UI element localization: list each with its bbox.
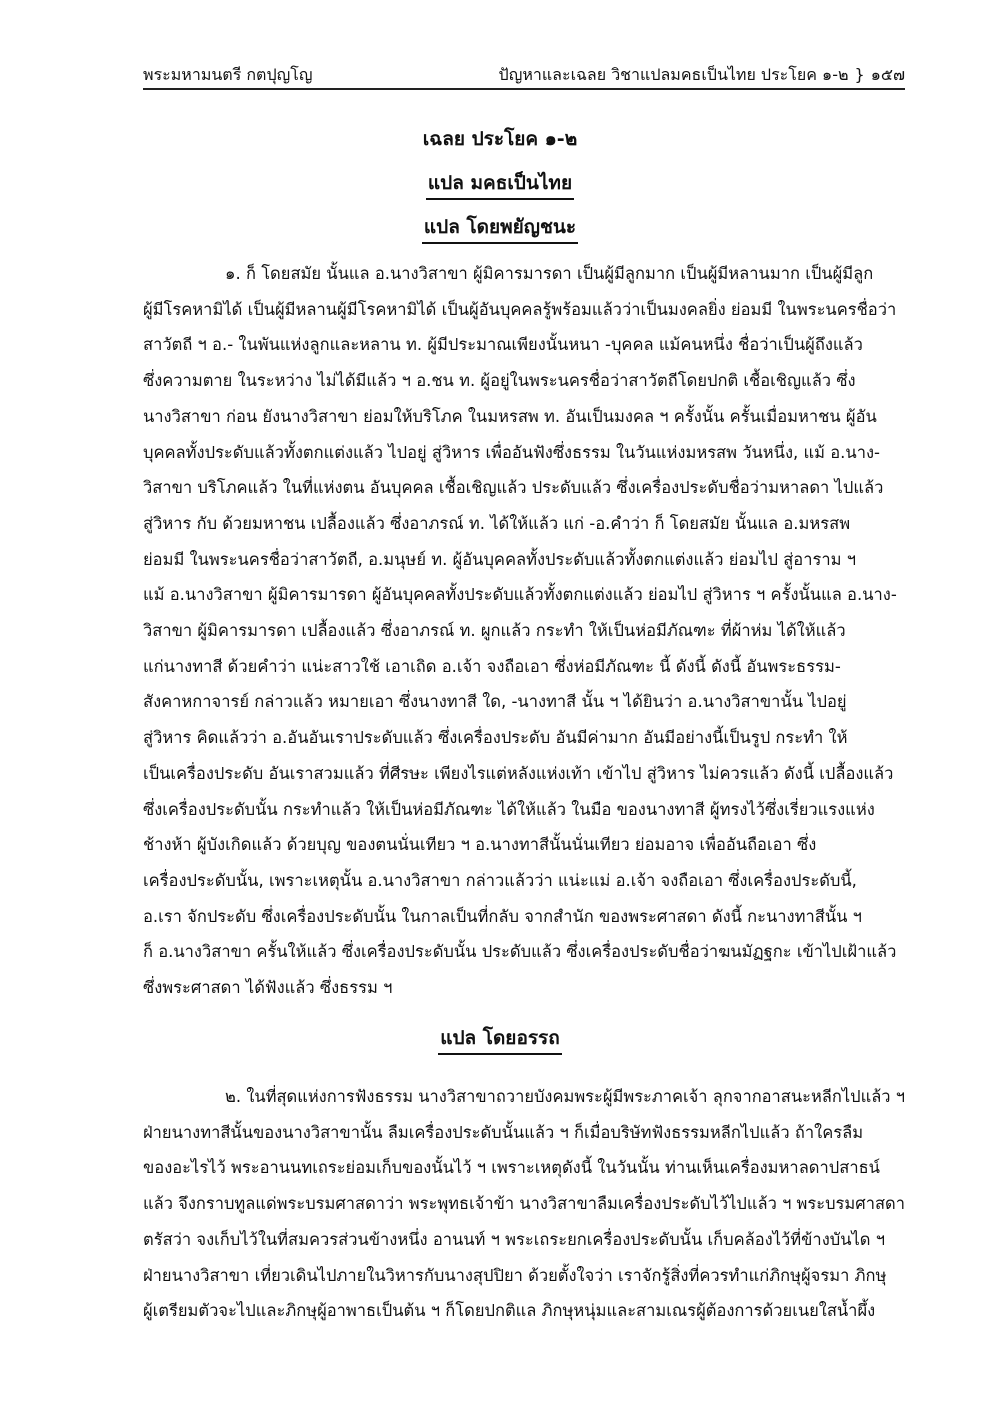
text-line: ซึ่งเครื่องประดับนั้น กระทำแล้ว ให้เป็นห่อมีภัณฑะ ได้ให้แล้ว ในมือ ของนางทาสี ผู้ทรงไว้ซึ่งเรี่ยวแรงแห่ง — [143, 799, 875, 819]
text-line: ซึ่งพระศาสดา ได้ฟังแล้ว ซึ่งธรรม ฯ — [143, 978, 393, 998]
text-line: ผู้มีโรคหามิได้ เป็นผู้มีหลานผู้มีโรคหามิได้ เป็นผู้อันบุคคลรู้พร้อมแล้วว่าเป็นมงคลยิ่ง ย่อมมี ในพระนครชื่อว่า — [143, 299, 897, 319]
text-line: ๑. ก็ โดยสมัย นั้นแล อ.นางวิสาขา ผู้มิคารมารดา เป็นผู้มีลูกมาก เป็นผู้มีหลานมาก เป็นผู้มีลูก — [225, 264, 874, 283]
paragraph-literal-translation — [143, 256, 905, 1006]
text-line: นางวิสาขา ก่อน ยังนางวิสาขา ย่อมให้บริโภค ในมหรสพ ท. อันเป็นมงคล ฯ ครั้งนั้น ครั้นเมื่อมหาชน ผู้อัน — [143, 406, 877, 426]
text-line: ของอะไรไว้ พระอานนทเถระย่อมเก็บของนั้นไว้ ฯ เพราะเหตุดังนี้ ในวันนั้น ท่านเห็นเครื่องมหาลดาปสาธน์ — [143, 1158, 880, 1178]
subtitle-translation: แปล มคธเป็นไทย — [426, 170, 574, 200]
section-title-free-translation: แปล โดยอรรถ — [438, 1025, 562, 1055]
text-line: สู่วิหาร คิดแล้วว่า อ.อันอันเราประดับแล้ว ซึ่งเครื่องประดับ อันมีค่ามาก อันมีอย่างนี้เป็นรูป กระทำ ให้ — [143, 728, 848, 748]
subtitle-literal: แปล โดยพยัญชนะ — [422, 214, 578, 244]
text-line: ผู้เตรียมตัวจะไปและภิกษุผู้อาพาธเป็นต้น ฯ ก็โดยปกติแล ภิกษุหนุ่มและสามเณรผู้ต้องการด้วยเนยใสน้ำผึ้ง — [143, 1301, 876, 1321]
text-line: ฝ่ายนางทาสีนั้นของนางวิสาขานั้น ลืมเครื่องประดับนั้นแล้ว ฯ ก็เมื่อบริษัทฟังธรรมหลีกไปแล้ว ถ้าใครลืม — [143, 1122, 864, 1142]
text-line: แก่นางทาสี ด้วยคำว่า แน่ะสาวใช้ เอาเถิด อ.เจ้า จงถือเอา ซึ่งห่อมีภัณฑะ นี้ ดังนี้ ดังนี้ อันพระธรรม- — [143, 656, 841, 676]
text-line: ตรัสว่า จงเก็บไว้ในที่สมควรส่วนข้างหนึ่ง อานนท์ ฯ พระเถระยกเครื่องประดับนั้น เก็บคล้องไว้ที่ข้างบันได ฯ — [143, 1229, 886, 1249]
text-line: ซึ่งความตาย ในระหว่าง ไม่ได้มีแล้ว ฯ อ.ชน ท. ผู้อยู่ในพระนครชื่อว่าสาวัตถีโดยปกติ เชื้อเชิญแล้ว ซึ่ง — [143, 371, 856, 391]
text-line: แม้ อ.นางวิสาขา ผู้มิคารมารดา ผู้อันบุคคลทั้งประดับแล้วทั้งตกแต่งแล้ว ย่อมไป สู่วิหาร ฯ ครั้งนั้นแล อ.นาง- — [143, 585, 897, 605]
text-line: บุคคลทั้งประดับแล้วทั้งตกแต่งแล้ว ไปอยู่ สู่วิหาร เพื่ออันฟังซึ่งธรรม ในวันแห่งมหรสพ วันหนึ่ง, แม้ อ.นาง- — [143, 442, 880, 462]
text-line: ย่อมมี ในพระนครชื่อว่าสาวัตถี, อ.มนุษย์ ท. ผู้อันบุคคลทั้งประดับแล้วทั้งตกแต่งแล้ว ย่อมไป สู่อาราม ฯ — [143, 549, 856, 569]
text-line: แล้ว จึงกราบทูลแด่พระบรมศาสดาว่า พระพุทธเจ้าข้า นางวิสาขาลืมเครื่องประดับไว้ไปแล้ว ฯ พระบรมศาสดา — [143, 1194, 905, 1214]
section-title-block — [0, 1025, 1000, 1055]
text-line: สังคาหกาจารย์ กล่าวแล้ว หมายเอา ซึ่งนางทาสี ใด, -นางทาสี นั้น ฯ ได้ยินว่า อ.นางวิสาขานั้น ไปอยู่ — [143, 692, 847, 712]
title-block — [0, 126, 1000, 258]
header-brace: } — [854, 65, 865, 84]
paragraph-free-translation — [143, 1079, 905, 1329]
main-title: เฉลย ประโยค ๑-๒ — [422, 128, 578, 150]
text-line: อ.เรา จักประดับ ซึ่งเครื่องประดับนั้น ในกาลเป็นที่กลับ จากสำนัก ของพระศาสดา ดังนี้ กะนางทาสีนั้น ฯ — [143, 906, 862, 926]
text-line: ฝ่ายนางวิสาขา เที่ยวเดินไปภายในวิหารกับนางสุปปิยา ด้วยตั้งใจว่า เราจักรู้สิ่งที่ควรทำแก่ภิกษุผู้จรมา ภิกษุ — [143, 1265, 887, 1285]
running-header — [143, 62, 905, 90]
header-right — [499, 64, 905, 86]
text-line: สู่วิหาร กับ ด้วยมหาชน เปลื้องแล้ว ซึ่งอาภรณ์ ท. ได้ให้แล้ว แก่ -อ.คำว่า ก็ โดยสมัย นั้นแล อ.มหรสพ — [143, 513, 851, 533]
text-line: ๒. ในที่สุดแห่งการฟังธรรม นางวิสาขาถวายบังคมพระผู้มีพระภาคเจ้า ลุกจากอาสนะหลีกไปแล้ว ฯ — [225, 1087, 905, 1106]
header-title: ปัญหาและเฉลย วิชาแปลมคธเป็นไทย ประโยค ๑-๒ — [498, 65, 849, 84]
text-line: ก็ อ.นางวิสาขา ครั้นให้แล้ว ซึ่งเครื่องประดับนั้น ประดับแล้ว ซึ่งเครื่องประดับชื่อว่าฆนมัฏฐกะ เข้าไปเฝ้าแล้ว — [143, 942, 897, 962]
page-number: ๑๕๗ — [870, 65, 905, 84]
text-line: เป็นเครื่องประดับ อันเราสวมแล้ว ที่ศีรษะ เพียงไรแต่หลังแห่งเท้า เข้าไป สู่วิหาร ไม่ควรแล้ว ดังนี้ เปลื้องแล้ว — [143, 763, 894, 783]
text-line: วิสาขา บริโภคแล้ว ในที่แห่งตน อันบุคคล เชื้อเชิญแล้ว ประดับแล้ว ซึ่งเครื่องประดับชื่อว่ามหาลดา ไปแล้ว — [143, 478, 884, 498]
text-line: วิสาขา ผู้มิคารมารดา เปลื้องแล้ว ซึ่งอาภรณ์ ท. ผูกแล้ว กระทำ ให้เป็นห่อมีภัณฑะ ที่ผ้าห่ม ได้ให้แล้ว — [143, 621, 846, 641]
text-line: ช้างห้า ผู้บังเกิดแล้ว ด้วยบุญ ของตนนั่นเทียว ฯ อ.นางทาสีนั้นนั่นเทียว ย่อมอาจ เพื่ออันถือเอา ซึ่ง — [143, 835, 817, 855]
text-line: สาวัตถี ฯ อ.- ในพันแห่งลูกและหลาน ท. ผู้มีประมาณเพียงนั้นหนา -บุคคล แม้คนหนึ่ง ชื่อว่าเป็นผู้ถึงแล้ว — [143, 335, 863, 355]
text-line: เครื่องประดับนั้น, เพราะเหตุนั้น อ.นางวิสาขา กล่าวแล้วว่า แน่ะแม่ อ.เจ้า จงถือเอา ซึ่งเครื่องประดับนี้, — [143, 870, 857, 890]
header-author: พระมหามนตรี กตปุญโญ — [143, 65, 313, 84]
